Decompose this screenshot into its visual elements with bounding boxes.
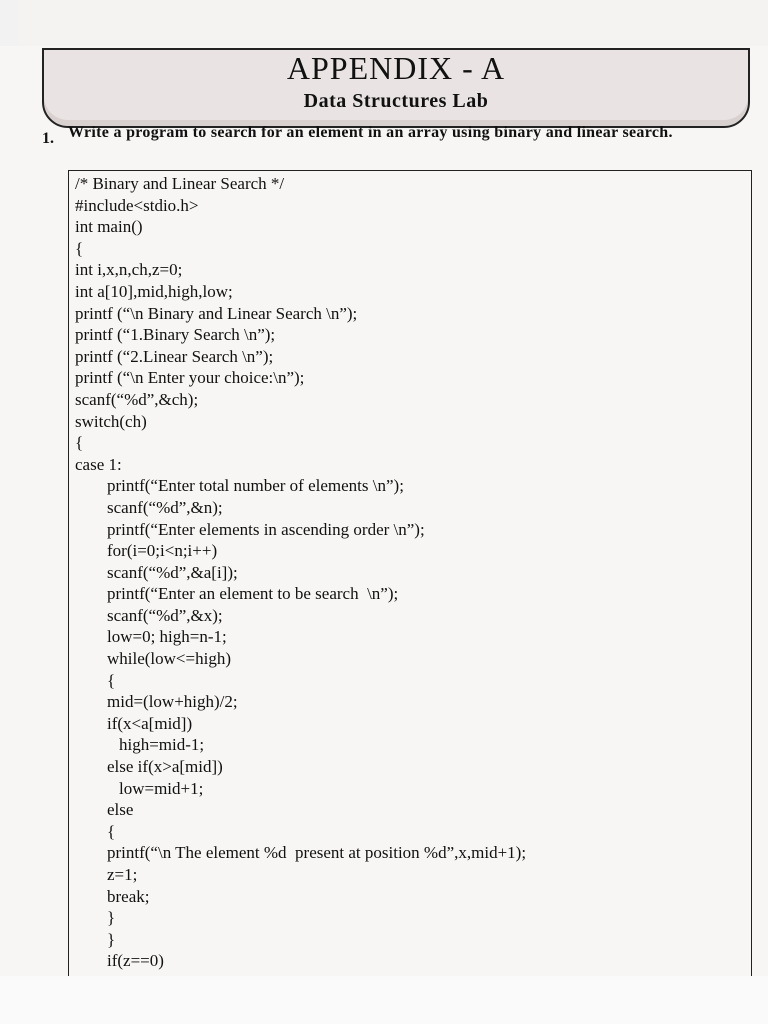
code-line: if(z==0) xyxy=(107,951,164,971)
code-line: low=mid+1; xyxy=(119,778,204,798)
code-line: int i,x,n,ch,z=0; xyxy=(75,260,183,280)
question-text: Write a program to search for an element in an array using binary and linear search. xyxy=(68,124,673,141)
code-line: high=mid-1; xyxy=(119,735,205,755)
code-line: printf(“Enter an element to be search \n”); xyxy=(107,584,399,604)
code-line: else xyxy=(107,800,134,820)
code-line: scanf(“%d”,&ch); xyxy=(75,389,199,409)
code-line: else if(x>a[mid]) xyxy=(107,757,223,777)
code-line: int main() xyxy=(75,217,143,237)
code-line: { xyxy=(107,821,116,841)
code-line: mid=(low+high)/2; xyxy=(107,692,238,712)
code-listing xyxy=(68,170,752,977)
code-line: while(low<=high) xyxy=(107,649,231,669)
appendix-header xyxy=(42,48,750,128)
code-line: if(x<a[mid]) xyxy=(107,713,193,733)
code-line: for(i=0;i<n;i++) xyxy=(107,541,218,561)
code-line: #include<stdio.h> xyxy=(75,195,199,215)
code-line: /* Binary and Linear Search */ xyxy=(75,174,285,193)
document-page xyxy=(0,46,768,976)
code-line: scanf(“%d”,&x); xyxy=(107,605,223,625)
code-line: scanf(“%d”,&n); xyxy=(107,497,223,517)
code-line: { xyxy=(107,670,116,690)
question-number: 1. xyxy=(42,130,54,147)
page-margin xyxy=(0,976,768,1024)
code-line: { xyxy=(75,238,84,258)
code-line: printf (“2.Linear Search \n”); xyxy=(75,346,274,366)
code-line: scanf(“%d”,&a[i]); xyxy=(107,562,238,582)
code-line: break; xyxy=(107,886,150,906)
appendix-title: APPENDIX - A xyxy=(286,50,506,86)
code-line: printf(“Enter elements in ascending order \n”); xyxy=(107,519,425,539)
code-line: printf (“\n Enter your choice:\n”); xyxy=(75,368,305,388)
code-line: } xyxy=(107,908,116,928)
code-block xyxy=(75,173,745,972)
lab-title: Data Structures Lab xyxy=(303,90,489,112)
code-line: switch(ch) xyxy=(75,411,147,431)
code-line: printf (“\n Binary and Linear Search \n”); xyxy=(75,303,358,323)
code-line: printf(“\n The element %d present at position %d”,x,mid+1); xyxy=(107,843,527,863)
code-line: printf (“1.Binary Search \n”); xyxy=(75,325,276,345)
code-line: z=1; xyxy=(107,865,138,884)
code-line: { xyxy=(75,433,84,453)
code-line: } xyxy=(107,929,116,949)
code-line: case 1: xyxy=(75,454,122,474)
code-line: low=0; high=n-1; xyxy=(107,627,227,647)
code-line: printf(“Enter total number of elements \n”); xyxy=(107,476,404,496)
code-line: int a[10],mid,high,low; xyxy=(75,281,233,301)
